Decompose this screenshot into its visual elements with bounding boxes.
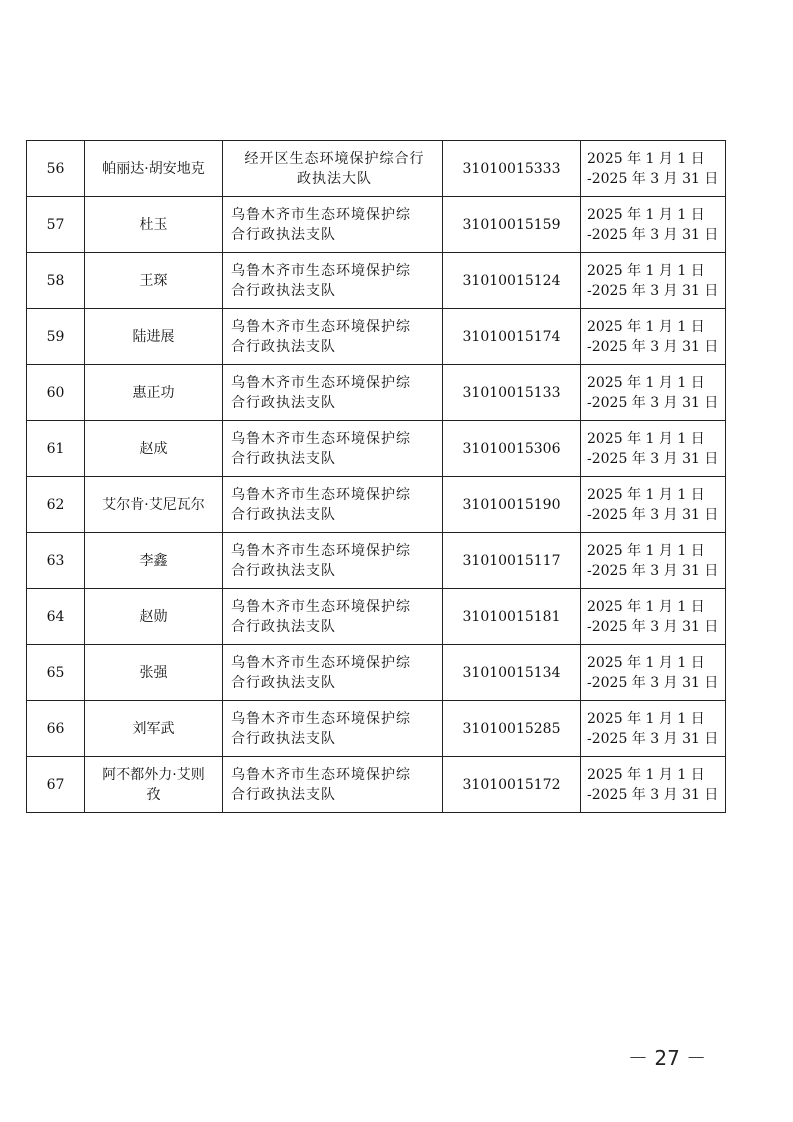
validity-period-line: -2025 年 3 月 31 日 xyxy=(587,282,719,299)
person-name xyxy=(85,645,223,701)
validity-period-line: 2025 年 1 月 1 日 xyxy=(587,654,705,671)
unit-name xyxy=(223,589,443,645)
validity-period-line: 2025 年 1 月 1 日 xyxy=(587,318,705,335)
validity-period xyxy=(581,253,726,309)
table-row xyxy=(27,141,726,197)
row-number: 56 xyxy=(27,141,85,197)
validity-period-line: -2025 年 3 月 31 日 xyxy=(587,730,719,747)
validity-period-line: 2025 年 1 月 1 日 xyxy=(587,486,705,503)
certificate-id: 31010015174 xyxy=(443,309,581,365)
row-number: 63 xyxy=(27,533,85,589)
validity-period-line: -2025 年 3 月 31 日 xyxy=(587,506,719,523)
person-name-line: 刘军武 xyxy=(132,720,175,737)
row-number: 67 xyxy=(27,757,85,813)
row-number: 60 xyxy=(27,365,85,421)
table-row xyxy=(27,645,726,701)
unit-name-line: 政执法大队 xyxy=(297,170,372,187)
person-name-line: 张强 xyxy=(139,664,168,681)
table-row xyxy=(27,533,726,589)
unit-name-line: 合行政执法支队 xyxy=(231,786,336,803)
unit-name-line: 经开区生态环境保护综合行 xyxy=(244,150,425,167)
person-name xyxy=(85,757,223,813)
row-number: 62 xyxy=(27,477,85,533)
table-body xyxy=(27,141,726,813)
table-row xyxy=(27,477,726,533)
validity-period-line: 2025 年 1 月 1 日 xyxy=(587,542,705,559)
unit-name xyxy=(223,141,443,197)
validity-period xyxy=(581,477,726,533)
certificate-id: 31010015333 xyxy=(443,141,581,197)
unit-name-line: 乌鲁木齐市生态环境保护综 xyxy=(231,374,411,391)
table-row xyxy=(27,589,726,645)
unit-name-line: 乌鲁木齐市生态环境保护综 xyxy=(231,318,411,335)
validity-period-line: -2025 年 3 月 31 日 xyxy=(587,338,719,355)
unit-name xyxy=(223,645,443,701)
validity-period xyxy=(581,645,726,701)
validity-period xyxy=(581,701,726,757)
unit-name-line: 合行政执法支队 xyxy=(231,282,336,299)
validity-period-line: -2025 年 3 月 31 日 xyxy=(587,170,719,187)
unit-name-line: 乌鲁木齐市生态环境保护综 xyxy=(231,430,411,447)
row-number: 59 xyxy=(27,309,85,365)
validity-period-line: 2025 年 1 月 1 日 xyxy=(587,710,705,727)
unit-name-line: 合行政执法支队 xyxy=(231,226,336,243)
unit-name xyxy=(223,477,443,533)
validity-period xyxy=(581,533,726,589)
row-number: 66 xyxy=(27,701,85,757)
person-name xyxy=(85,421,223,477)
validity-period-line: 2025 年 1 月 1 日 xyxy=(587,598,705,615)
validity-period xyxy=(581,197,726,253)
validity-period-line: 2025 年 1 月 1 日 xyxy=(587,374,705,391)
certificate-id: 31010015181 xyxy=(443,589,581,645)
validity-period-line: 2025 年 1 月 1 日 xyxy=(587,262,705,279)
unit-name-line: 合行政执法支队 xyxy=(231,450,336,467)
certificate-id: 31010015306 xyxy=(443,421,581,477)
validity-period xyxy=(581,421,726,477)
row-number: 61 xyxy=(27,421,85,477)
unit-name xyxy=(223,253,443,309)
validity-period-line: -2025 年 3 月 31 日 xyxy=(587,786,719,803)
person-name-line: 王琛 xyxy=(139,272,168,289)
validity-period-line: -2025 年 3 月 31 日 xyxy=(587,226,719,243)
validity-period-line: 2025 年 1 月 1 日 xyxy=(587,150,705,167)
unit-name-line: 合行政执法支队 xyxy=(231,562,336,579)
certificate-id: 31010015133 xyxy=(443,365,581,421)
certificate-id: 31010015190 xyxy=(443,477,581,533)
person-name-line: 陆进展 xyxy=(132,328,175,345)
unit-name-line: 乌鲁木齐市生态环境保护综 xyxy=(231,542,411,559)
page-number: － 27 － xyxy=(628,1046,707,1070)
person-name xyxy=(85,589,223,645)
unit-name-line: 乌鲁木齐市生态环境保护综 xyxy=(231,486,411,503)
unit-name-line: 乌鲁木齐市生态环境保护综 xyxy=(231,710,411,727)
person-name xyxy=(85,477,223,533)
person-name-line: 李鑫 xyxy=(139,552,168,569)
person-name xyxy=(85,701,223,757)
validity-period-line: -2025 年 3 月 31 日 xyxy=(587,674,719,691)
table-row xyxy=(27,365,726,421)
person-name-line: 赵勋 xyxy=(139,608,168,625)
row-number: 58 xyxy=(27,253,85,309)
unit-name-line: 乌鲁木齐市生态环境保护综 xyxy=(231,598,411,615)
unit-name xyxy=(223,197,443,253)
personnel-table xyxy=(26,140,726,813)
validity-period xyxy=(581,757,726,813)
validity-period-line: -2025 年 3 月 31 日 xyxy=(587,562,719,579)
certificate-id: 31010015134 xyxy=(443,645,581,701)
unit-name-line: 合行政执法支队 xyxy=(231,674,336,691)
unit-name-line: 合行政执法支队 xyxy=(231,506,336,523)
unit-name xyxy=(223,365,443,421)
person-name-line: 艾尔肯·艾尼瓦尔 xyxy=(102,496,205,513)
certificate-id: 31010015159 xyxy=(443,197,581,253)
certificate-id: 31010015124 xyxy=(443,253,581,309)
unit-name xyxy=(223,701,443,757)
unit-name-line: 合行政执法支队 xyxy=(231,730,336,747)
table-row xyxy=(27,309,726,365)
validity-period-line: -2025 年 3 月 31 日 xyxy=(587,450,719,467)
validity-period xyxy=(581,589,726,645)
person-name-line: 阿不都外力·艾则 xyxy=(102,766,205,783)
unit-name-line: 乌鲁木齐市生态环境保护综 xyxy=(231,654,411,671)
validity-period-line: -2025 年 3 月 31 日 xyxy=(587,618,719,635)
validity-period-line: 2025 年 1 月 1 日 xyxy=(587,766,705,783)
row-number: 57 xyxy=(27,197,85,253)
person-name-line: 杜玉 xyxy=(139,216,168,233)
table-row xyxy=(27,757,726,813)
row-number: 64 xyxy=(27,589,85,645)
unit-name xyxy=(223,533,443,589)
person-name-line: 孜 xyxy=(146,786,161,803)
unit-name-line: 乌鲁木齐市生态环境保护综 xyxy=(231,766,411,783)
validity-period xyxy=(581,365,726,421)
unit-name-line: 合行政执法支队 xyxy=(231,338,336,355)
unit-name xyxy=(223,421,443,477)
certificate-id: 31010015117 xyxy=(443,533,581,589)
person-name-line: 惠正功 xyxy=(132,384,175,401)
row-number: 65 xyxy=(27,645,85,701)
validity-period-line: -2025 年 3 月 31 日 xyxy=(587,394,719,411)
person-name-line: 帕丽达·胡安地克 xyxy=(102,160,205,177)
validity-period xyxy=(581,309,726,365)
unit-name-line: 合行政执法支队 xyxy=(231,394,336,411)
validity-period-line: 2025 年 1 月 1 日 xyxy=(587,206,705,223)
unit-name xyxy=(223,757,443,813)
person-name-line: 赵成 xyxy=(139,440,168,457)
certificate-id: 31010015285 xyxy=(443,701,581,757)
person-name xyxy=(85,365,223,421)
validity-period xyxy=(581,141,726,197)
unit-name-line: 乌鲁木齐市生态环境保护综 xyxy=(231,206,411,223)
person-name xyxy=(85,533,223,589)
person-name xyxy=(85,253,223,309)
certificate-id: 31010015172 xyxy=(443,757,581,813)
validity-period-line: 2025 年 1 月 1 日 xyxy=(587,430,705,447)
table-row xyxy=(27,253,726,309)
unit-name-line: 合行政执法支队 xyxy=(231,618,336,635)
table-row xyxy=(27,701,726,757)
table-row xyxy=(27,197,726,253)
person-name xyxy=(85,309,223,365)
person-name xyxy=(85,141,223,197)
unit-name xyxy=(223,309,443,365)
person-name xyxy=(85,197,223,253)
table-row xyxy=(27,421,726,477)
unit-name-line: 乌鲁木齐市生态环境保护综 xyxy=(231,262,411,279)
